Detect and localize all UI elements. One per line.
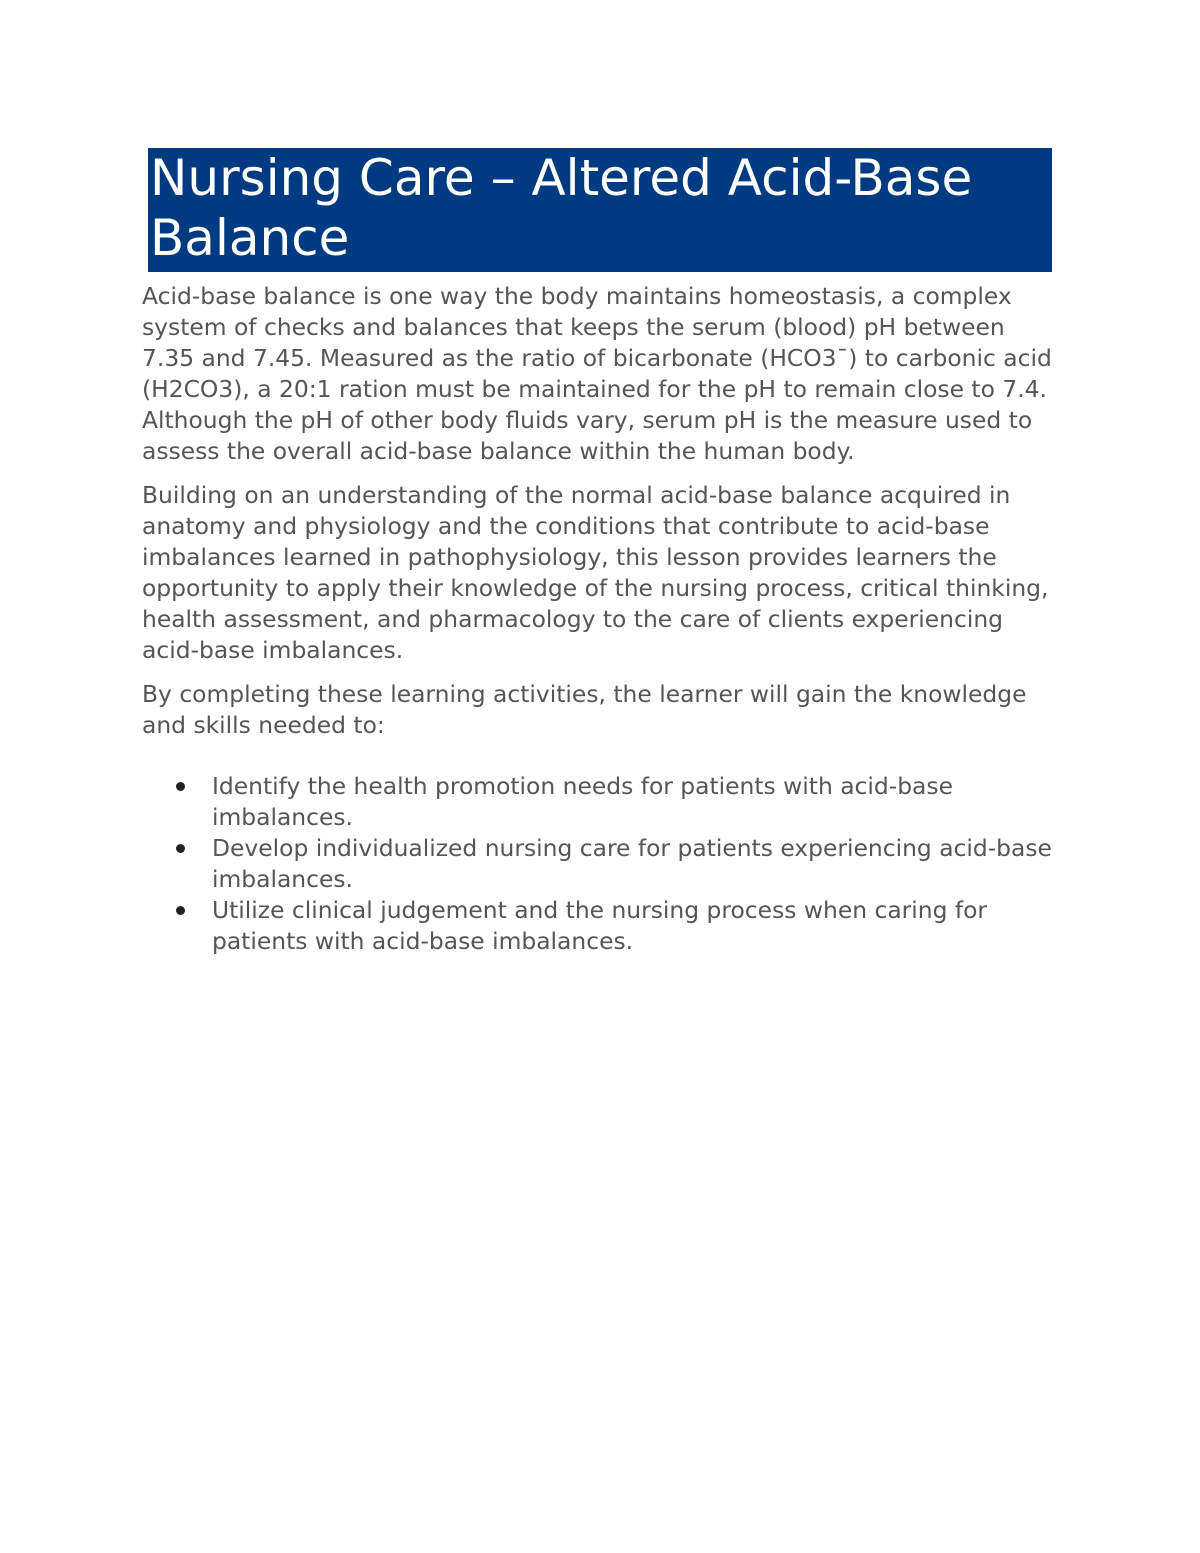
bullet-icon	[176, 906, 185, 915]
objectives-list	[142, 771, 1062, 957]
bullet-icon	[176, 782, 185, 791]
list-item-text: Develop individualized nursing care for patients experiencing acid-base imbalances.	[212, 834, 1052, 893]
bullet-icon	[176, 844, 185, 853]
objectives-intro-paragraph: By completing these learning activities, the learner will gain the knowledge and skills needed to:	[142, 680, 1027, 739]
list-item	[142, 833, 1062, 895]
list-item-text: Utilize clinical judgement and the nursing process when caring for patients with acid-base imbalances.	[212, 896, 988, 955]
page-title: Nursing Care – Altered Acid-Base Balance	[150, 149, 973, 267]
intro-paragraph: Acid-base balance is one way the body maintains homeostasis, a complex system of checks and balances that keeps the serum (blood) pH between 7.35 and 7.45. Measured as the ratio of bicarbonate (HCO3ˉ) to carbonic acid (H2CO3), a 20:1 ration must be maintained for the pH to remain close to 7.4. Although the pH of other body fluids vary, serum pH is the measure used to assess the overall acid-base balance within the human body.	[142, 282, 1052, 465]
list-item	[142, 895, 1062, 957]
title-banner	[148, 148, 1052, 272]
context-paragraph: Building on an understanding of the normal acid-base balance acquired in anatomy and physiology and the conditions that contribute to acid-base imbalances learned in pathophysiology, this lesson provides learners the opportunity to apply their knowledge of the nursing process, critical thinking, health assessment, and pharmacology to the care of clients experiencing acid-base imbalances.	[142, 481, 1049, 664]
document-body	[142, 281, 1062, 957]
list-item-text: Identify the health promotion needs for patients with acid-base imbalances.	[212, 772, 953, 831]
list-item	[142, 771, 1062, 833]
